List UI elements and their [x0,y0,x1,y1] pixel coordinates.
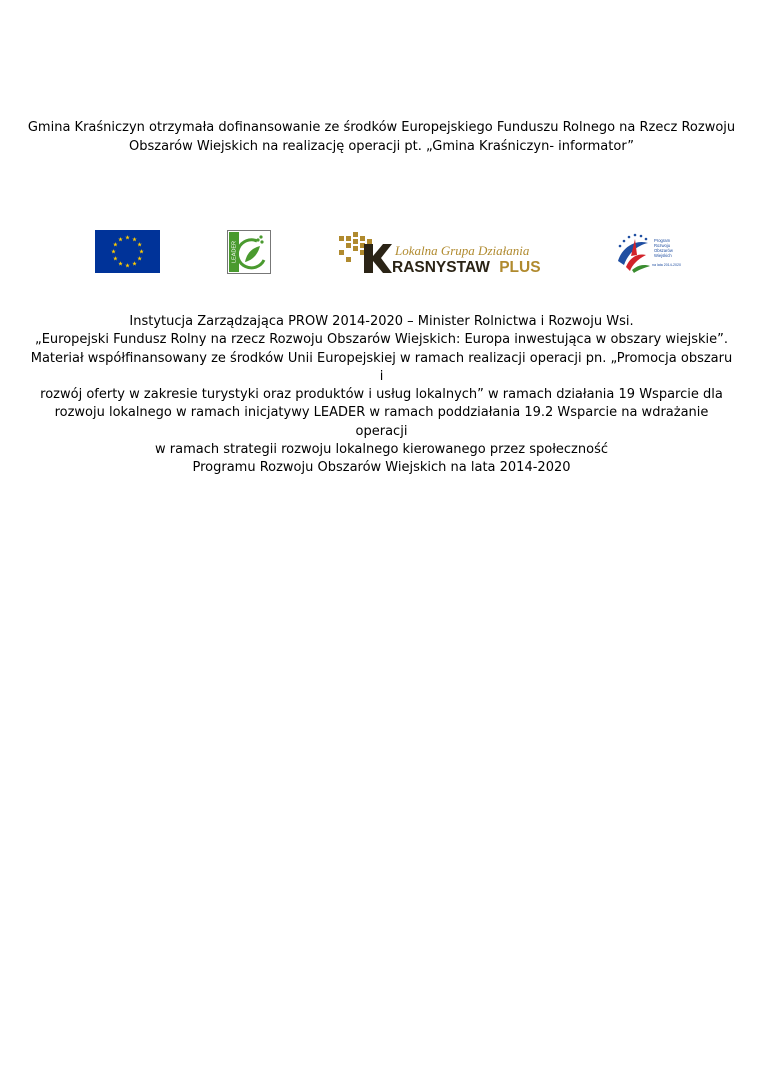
footer-line: rozwoju lokalnego w ramach inicjatywy LEADER w ramach poddziałania 19.2 Wsparcie na wdrażanie operacji [54,405,709,439]
heading-line-1: Gmina Kraśniczyn otrzymała dofinansowanie ze środków Europejskiego Funduszu Rolnego na Rzecz Rozwoju [27,120,736,135]
prow-line-4: Wiejskich [654,253,672,258]
prow-line-3: Obszarów [654,248,673,253]
prow-line-1: Program [654,238,671,243]
lgd-line-1: Lokalna Grupa Działania [395,243,530,258]
prow-line-2: Rozwoju [654,243,671,248]
footer-line: rozwój oferty w zakresie turystyki oraz produktów i usług lokalnych” w ramach działania 19 Wsparcie dla [40,387,723,403]
footer-line: Materiał współfinansowany ze środków Unii Europejskiej w ramach realizacji operacji pn. „Promocja obszaru i [30,350,733,384]
svg-text:RASNYSTAW PLUS [392,259,541,274]
footer-line: Programu Rozwoju Obszarów Wiejskich na lata 2014-2020 [192,460,571,476]
lgd-line-2a: RASNYSTAW [392,259,490,274]
lgd-logo-icon [337,230,552,274]
leader-logo-icon [227,230,271,274]
footer-line: Instytucja Zarządzająca PROW 2014-2020 – Minister Rolnictwa i Rozwoju Wsi. [129,314,634,329]
heading-line-2: Obszarów Wiejskich na realizację operacji pt. „Gmina Kraśniczyn- informator” [129,139,634,154]
leader-logo-text: LEADER [231,240,238,264]
footer-line: „Europejski Fundusz Rolny na rzecz Rozwoju Obszarów Wiejskich: Europa inwestująca w obszary wiejskie”. [34,332,729,348]
prow-line-5: na lata 2014-2020 [652,263,681,267]
logo-strip [0,228,763,278]
eu-flag-icon [95,230,160,273]
funding-heading [20,118,743,156]
svg-text:Program Rozwoju [652,238,681,267]
footer-line: w ramach strategii rozwoju lokalnego kierowanego przez społeczność [155,442,608,458]
lgd-line-2b: PLUS [499,259,541,274]
prow-logo-icon [614,231,686,273]
funding-footer [30,313,733,478]
